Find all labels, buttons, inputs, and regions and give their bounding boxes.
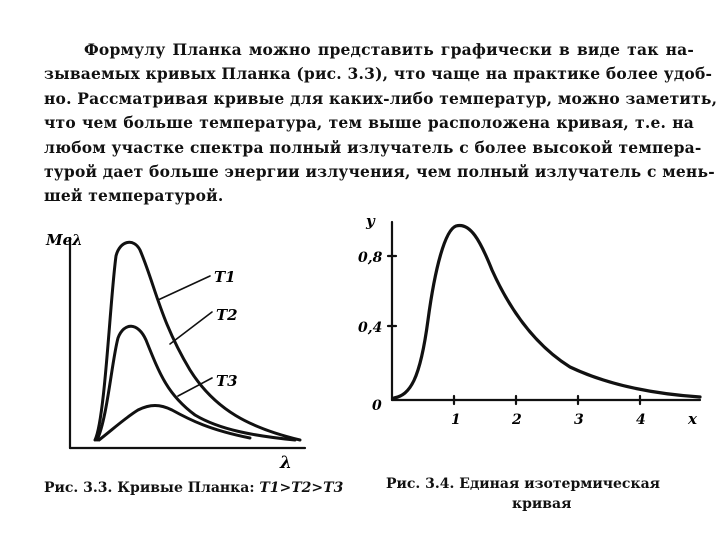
caption-figure-33 [44,480,343,496]
caption-33-prefix: Рис. 3.3. Кривые Планка: [44,480,260,496]
y-axis-label: y [366,212,375,230]
x-axis-label: λ [280,453,292,473]
paragraph-line: турой дает больше энергии излучения, чем полный излучатель с мень- [44,162,715,182]
paragraph-line: но. Рассматривая кривые для каких-либо температур, можно заметить, [44,88,718,108]
curve-label-t2: T2 [216,306,238,324]
y-tick-label: 0,8 [358,250,383,266]
y-tick-label: 0 [372,398,382,414]
x-tick-label: 1 [451,412,461,428]
curve-label-t3: T3 [216,372,238,390]
x-tick-label: 3 [574,412,584,428]
curve-label-t1: T1 [214,268,236,286]
y-axis-label: Mеλ [46,231,83,249]
y-tick-label: 0,4 [358,320,383,336]
paragraph-line: что чем больше температура, тем выше расположена кривая, т.е. на [44,113,694,133]
x-axis-label: x [688,410,697,428]
caption-figure-34-line2: кривая [512,496,572,512]
x-tick-label: 4 [636,412,646,428]
caption-33-formula: T1>T2>T3 [259,480,344,496]
isothermal-curve [394,225,700,398]
paragraph-line: шей температурой. [44,186,224,206]
x-tick-label: 2 [512,412,522,428]
caption-figure-34-line1: Рис. 3.4. Единая изотермическая [386,476,660,492]
paragraph-line: любом участке спектра полный излучатель с более высокой темпера- [44,137,702,157]
paragraph-line: Формулу Планка можно представить графически в виде так на- [84,40,694,59]
paragraph-line: зываемых кривых Планка (рис. 3.3), что чаще на практике более удоб- [44,64,713,84]
